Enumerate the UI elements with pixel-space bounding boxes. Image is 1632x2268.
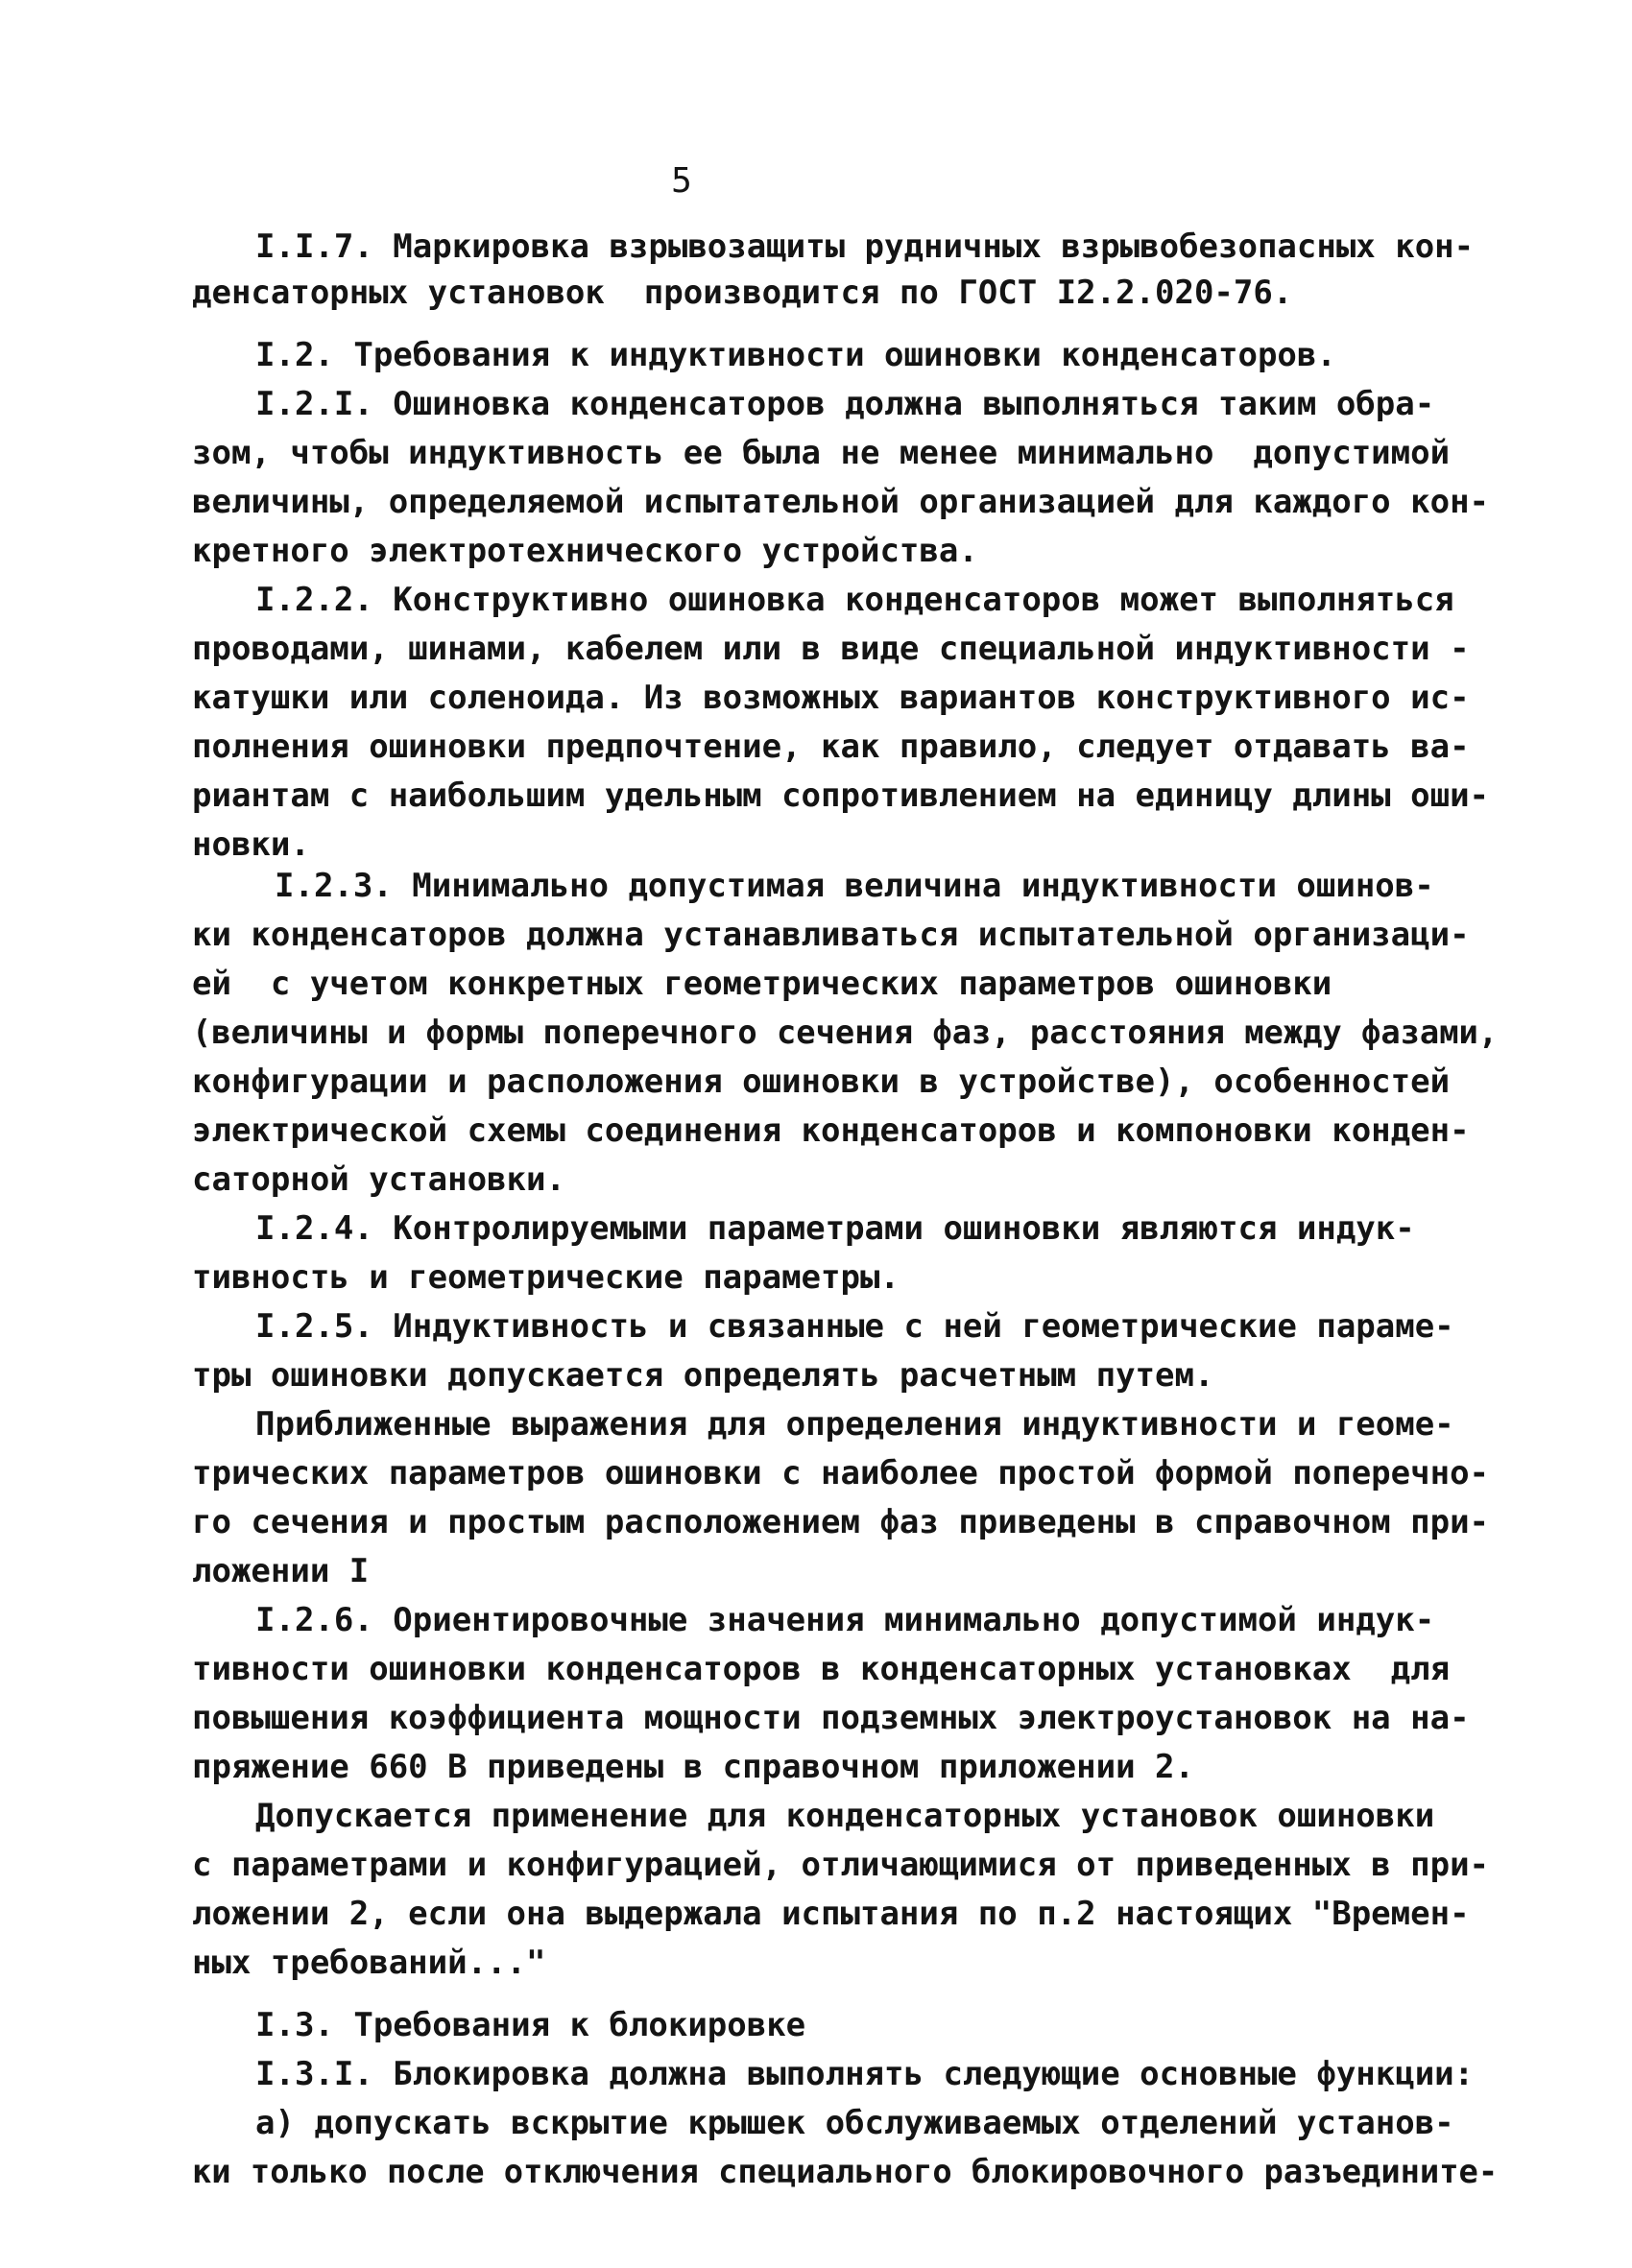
text-line: тивность и геометрические параметры.	[192, 1258, 900, 1297]
text-line: ей с учетом конкретных геометрических параметров ошиновки	[192, 965, 1332, 1003]
text-line: трических параметров ошиновки с наиболее простой формой поперечно-	[192, 1454, 1490, 1492]
section-heading: I.2. Требования к индуктивности ошиновки конденсаторов.	[255, 336, 1336, 374]
text-line: тры ошиновки допускается определять расчетным путем.	[192, 1356, 1214, 1395]
text-line: зом, чтобы индуктивность ее была не менее минимально допустимой	[192, 434, 1451, 472]
text-line: конфигурации и расположения ошиновки в устройстве), особенностей	[192, 1062, 1451, 1101]
text-line: I.2.6. Ориентировочные значения минимально допустимой индук-	[255, 1601, 1435, 1639]
text-line: I.2.2. Конструктивно ошиновка конденсаторов может выполняться	[255, 581, 1454, 619]
text-line: (величины и формы поперечного сечения фаз, расстояния между фазами,	[192, 1014, 1499, 1051]
text-line: тивности ошиновки конденсаторов в конденсаторных установках для	[192, 1650, 1451, 1688]
text-line: I.2.I. Ошиновка конденсаторов должна выполняться таким обра-	[255, 385, 1435, 423]
text-line: ложении 2, если она выдержала испытания по п.2 настоящих "Времен-	[192, 1895, 1470, 1933]
text-line: I.3.I. Блокировка должна выполнять следующие основные функции:	[255, 2055, 1475, 2093]
text-line: денсаторных установок производится по ГОСТ I2.2.020-76.	[192, 274, 1293, 312]
text-line: ки только после отключения специального блокировочного разъедините-	[192, 2153, 1499, 2190]
text-line: Приближенные выражения для определения индуктивности и геоме-	[255, 1405, 1454, 1444]
text-line: с параметрами и конфигурацией, отличающимися от приведенных в при-	[192, 1846, 1490, 1884]
text-line: ложении I	[192, 1552, 370, 1590]
text-line: проводами, шинами, кабелем или в виде специальной индуктивности -	[192, 630, 1470, 668]
text-line: электрической схемы соединения конденсаторов и компоновки конден-	[192, 1111, 1470, 1150]
text-line: I.I.7. Маркировка взрывозащиты рудничных взрывобезопасных кон-	[255, 227, 1475, 266]
text-line: саторной установки.	[192, 1160, 565, 1199]
text-line: I.2.4. Контролируемыми параметрами ошиновки являются индук-	[255, 1209, 1415, 1248]
text-line: ки конденсаторов должна устанавливаться испытательной организаци-	[192, 916, 1470, 954]
text-line: Допускается применение для конденсаторных установок ошиновки	[255, 1797, 1435, 1835]
text-line: риантам с наибольшим удельным сопротивлением на единицу длины оши-	[192, 776, 1490, 815]
section-heading: I.3. Требования к блокировке	[255, 2006, 806, 2044]
text-line: повышения коэффициента мощности подземных электроустановок на на-	[192, 1699, 1470, 1737]
text-line: а) допускать вскрытие крышек обслуживаемых отделений установ-	[255, 2104, 1454, 2142]
text-line: полнения ошиновки предпочтение, как правило, следует отдавать ва-	[192, 728, 1470, 766]
text-line: кретного электротехнического устройства.	[192, 532, 978, 570]
text-line: I.2.3. Минимально допустимая величина индуктивности ошинов-	[275, 867, 1434, 905]
page-number: 5	[671, 161, 692, 201]
text-line: новки.	[192, 825, 310, 864]
text-line: катушки или соленоида. Из возможных вариантов конструктивного ис-	[192, 679, 1470, 717]
text-line: I.2.5. Индуктивность и связанные с ней геометрические параме-	[255, 1307, 1454, 1346]
text-line: го сечения и простым расположением фаз приведены в справочном при-	[192, 1503, 1490, 1541]
text-line: величины, определяемой испытательной организацией для каждого кон-	[192, 483, 1490, 521]
text-line: пряжение 660 В приведены в справочном приложении 2.	[192, 1748, 1194, 1786]
text-line: ных требований..."	[192, 1944, 546, 1982]
